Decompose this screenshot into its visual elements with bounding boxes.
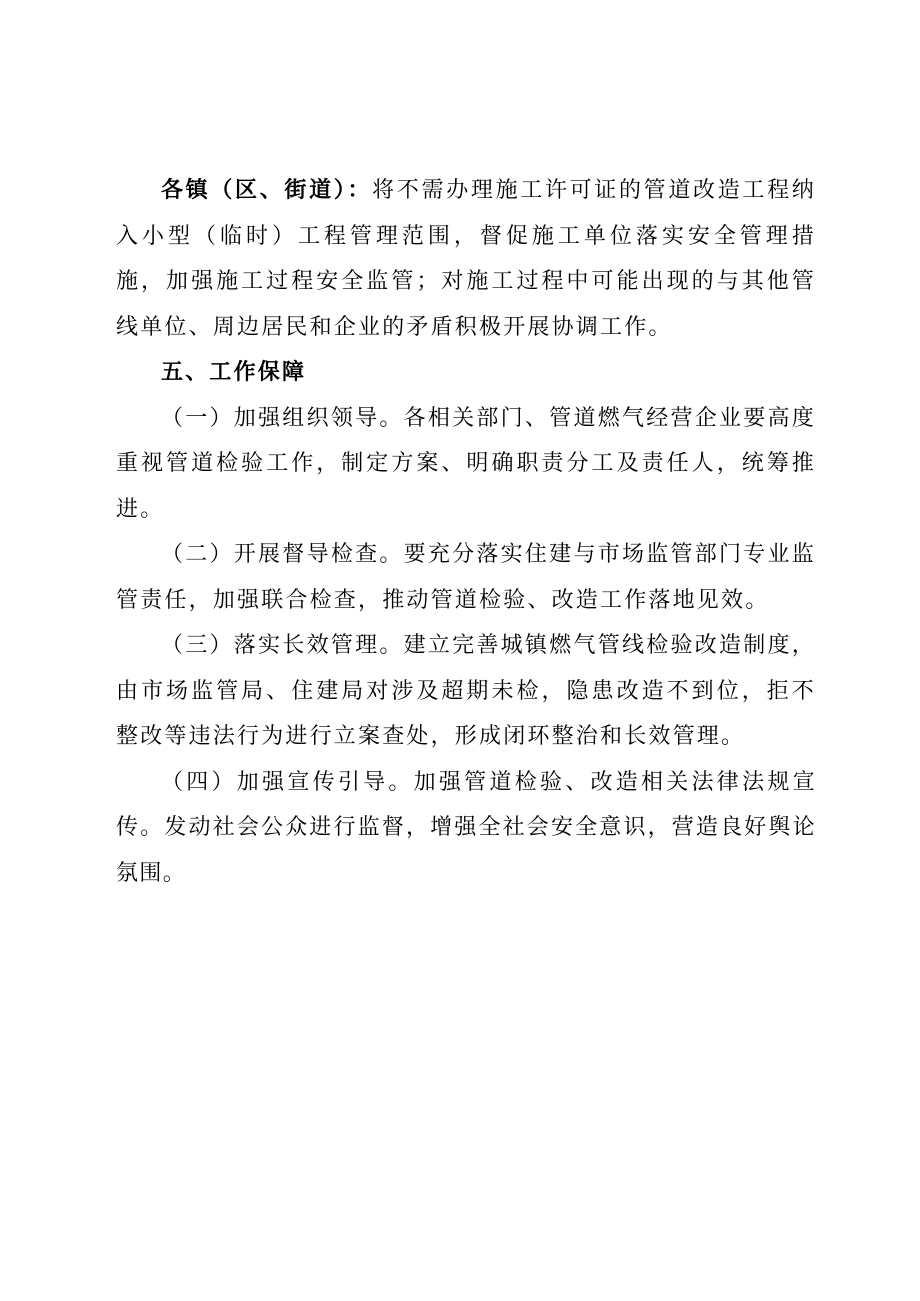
paragraph-text: 将不需办理施工许可证的管道改造工程纳入小型（临时）工程管理范围，督促施工单位落实安全管理措施，加强施工过程安全监管；对施工过程中可能出现的与其他管线单位、周边居民和企业的矛盾积极开展协调工作。: [116, 178, 816, 340]
list-item: （一）加强组织领导。各相关部门、管道燃气经营企业要高度重视管道检验工作，制定方案、明确职责分工及责任人，统筹推进。: [116, 405, 816, 522]
section-heading: 五、工作保障: [161, 359, 307, 385]
paragraph-town-responsibilities: [116, 168, 816, 350]
document-body: [116, 168, 816, 896]
paragraph-lead: 各镇（区、街道）：: [161, 177, 373, 203]
list-item: （四）加强宣传引导。加强管道检验、改造相关法律法规宣传。发动社会公众进行监督，增强全社会安全意识，营造良好舆论氛围。: [116, 769, 816, 886]
list-item: （三）落实长效管理。建立完善城镇燃气管线检验改造制度，由市场监管局、住建局对涉及超期未检，隐患改造不到位，拒不整改等违法行为进行立案查处，形成闭环整治和长效管理。: [116, 633, 816, 749]
list-item: （二）开展督导检查。要充分落实住建与市场监管部门专业监管责任，加强联合检查，推动管道检验、改造工作落地见效。: [116, 542, 816, 613]
